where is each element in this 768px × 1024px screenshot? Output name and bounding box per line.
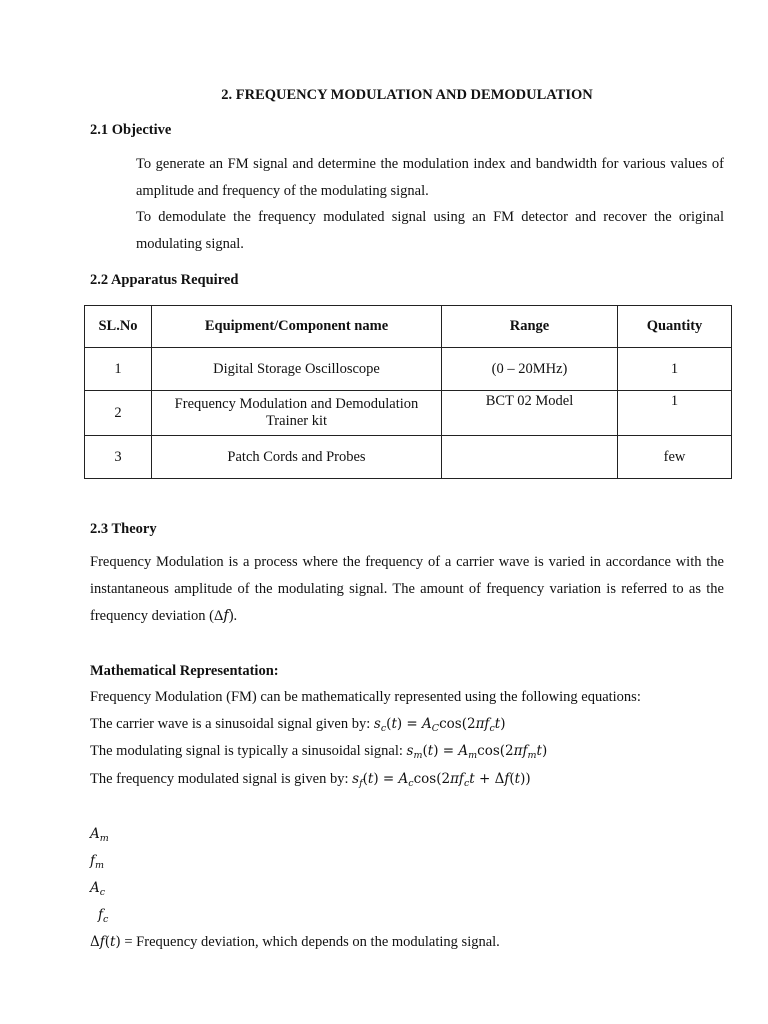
table-row [85, 436, 732, 479]
apparatus-table [84, 305, 732, 479]
table-cell: BCT 02 Model [442, 391, 618, 436]
table-cell: (0 – 20MHz) [442, 348, 618, 391]
deviation-line [90, 934, 500, 951]
table-row [85, 391, 732, 436]
fm-equation: $s_f(t) = A_c\cos(2\pi f_ct + \Delta f(t))$ [352, 771, 531, 789]
objective-heading: 2.1 Objective [90, 122, 172, 138]
symbol-fm: $f_m$ [90, 853, 105, 871]
carrier-label: The carrier wave is a sinusoidal signal given by: [90, 716, 371, 732]
symbol-deviation: Δf(t) [90, 934, 121, 950]
symbol-ac: $A_c$ [90, 880, 106, 898]
objective-text [136, 151, 724, 257]
table-cell [442, 436, 618, 479]
column-header: Range [442, 306, 618, 348]
math-intro: Frequency Modulation (FM) can be mathematically represented using the following equations: [90, 689, 641, 705]
modulating-equation: $s_m(t) = A_m\cos(2\pi f_mt)$ [406, 743, 548, 761]
theory-heading: 2.3 Theory [90, 521, 157, 537]
table-header-row [85, 306, 732, 348]
table-cell: 1 [618, 391, 732, 436]
column-header: Quantity [618, 306, 732, 348]
column-header: Equipment/Component name [152, 306, 442, 348]
fm-equation-line [90, 771, 531, 788]
table-cell: Patch Cords and Probes [152, 436, 442, 479]
theory-paragraph: Frequency Modulation is a process where the frequency of a carrier wave is varied in accordance with the instantaneous amplitude of the modulating signal. The amount of frequency variation is referred to as the frequency deviation (Δ𝑓). [90, 554, 724, 624]
carrier-equation-line [90, 716, 505, 733]
symbol-fc: $f_c$ [98, 907, 109, 925]
table-cell: Frequency Modulation and Demodulation Trainer kit [152, 391, 442, 436]
table-cell: 3 [85, 436, 152, 479]
page-title: 2. FREQUENCY MODULATION AND DEMODULATION [221, 87, 593, 103]
table-cell: 1 [85, 348, 152, 391]
modulating-label: The modulating signal is typically a sinusoidal signal: [90, 743, 403, 759]
table-cell: few [618, 436, 732, 479]
theory-text [90, 549, 724, 630]
column-header: SL.No [85, 306, 152, 348]
math-heading: Mathematical Representation: [90, 663, 279, 679]
modulating-equation-line [90, 743, 547, 760]
deviation-description: = Frequency deviation, which depends on the modulating signal. [124, 934, 500, 950]
objective-paragraph-1: To generate an FM signal and determine the modulation index and bandwidth for various values of amplitude and frequency of the modulating signal. [136, 156, 724, 199]
table-cell: 2 [85, 391, 152, 436]
symbol-am: $A_m$ [90, 826, 109, 844]
table-cell: Digital Storage Oscilloscope [152, 348, 442, 391]
fm-label: The frequency modulated signal is given by: [90, 771, 349, 787]
objective-paragraph-2: To demodulate the frequency modulated signal using an FM detector and recover the original modulating signal. [136, 209, 724, 252]
carrier-equation: $s_c(t) = A_C\cos(2\pi f_ct)$ [373, 716, 506, 734]
table-cell: 1 [618, 348, 732, 391]
apparatus-heading: 2.2 Apparatus Required [90, 272, 239, 288]
table-row [85, 348, 732, 391]
